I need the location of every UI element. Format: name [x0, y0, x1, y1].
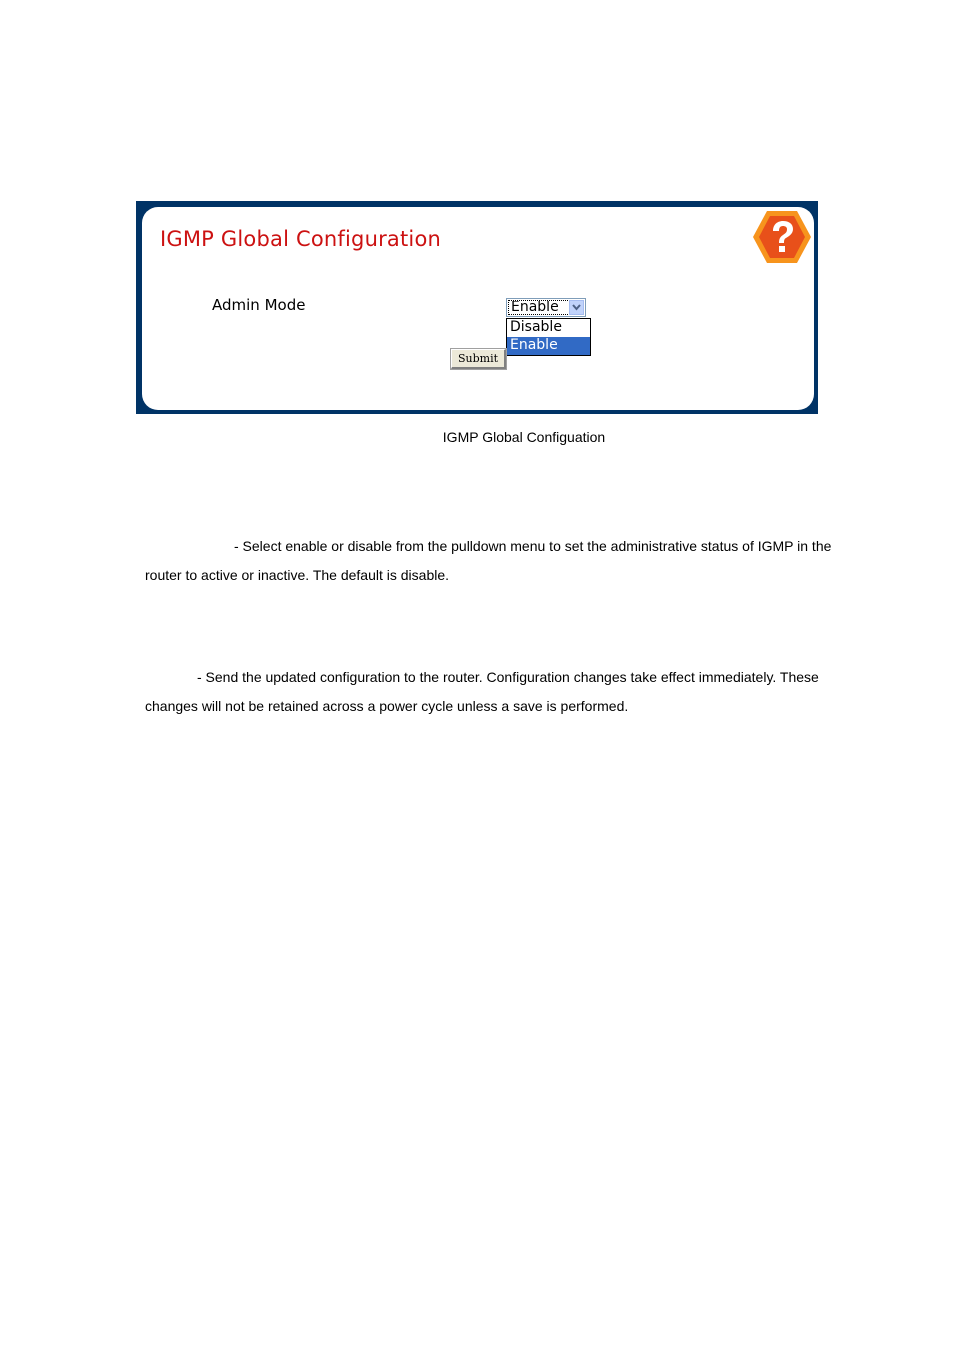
submit-button[interactable]: Submit — [451, 349, 506, 369]
admin-mode-description: - Select enable or disable from the pulldown menu to set the administrative status of IGMP in the router to active or inactive. The default is disable. — [145, 538, 832, 583]
page-title: IGMP Global Configuration — [160, 227, 442, 251]
config-panel — [142, 207, 814, 410]
help-question-icon — [752, 210, 812, 264]
admin-mode-select[interactable] — [506, 298, 586, 317]
admin-mode-label: Admin Mode — [212, 296, 306, 314]
help-icon[interactable] — [752, 210, 812, 264]
submit-description: - Send the updated configuration to the router. Configuration changes take effect immediately. These changes will not be retained across a power cycle unless a save is performed. — [145, 669, 819, 714]
dropdown-option-enable[interactable]: Enable — [507, 337, 590, 355]
admin-mode-dropdown-list — [506, 318, 591, 356]
chevron-down-icon[interactable] — [569, 300, 584, 315]
figure-caption: IGMP Global Configuation — [442, 429, 606, 445]
dropdown-option-disable[interactable]: Disable — [510, 319, 562, 335]
admin-mode-selected-value: Enable — [508, 300, 570, 315]
screenshot-frame — [136, 201, 818, 414]
